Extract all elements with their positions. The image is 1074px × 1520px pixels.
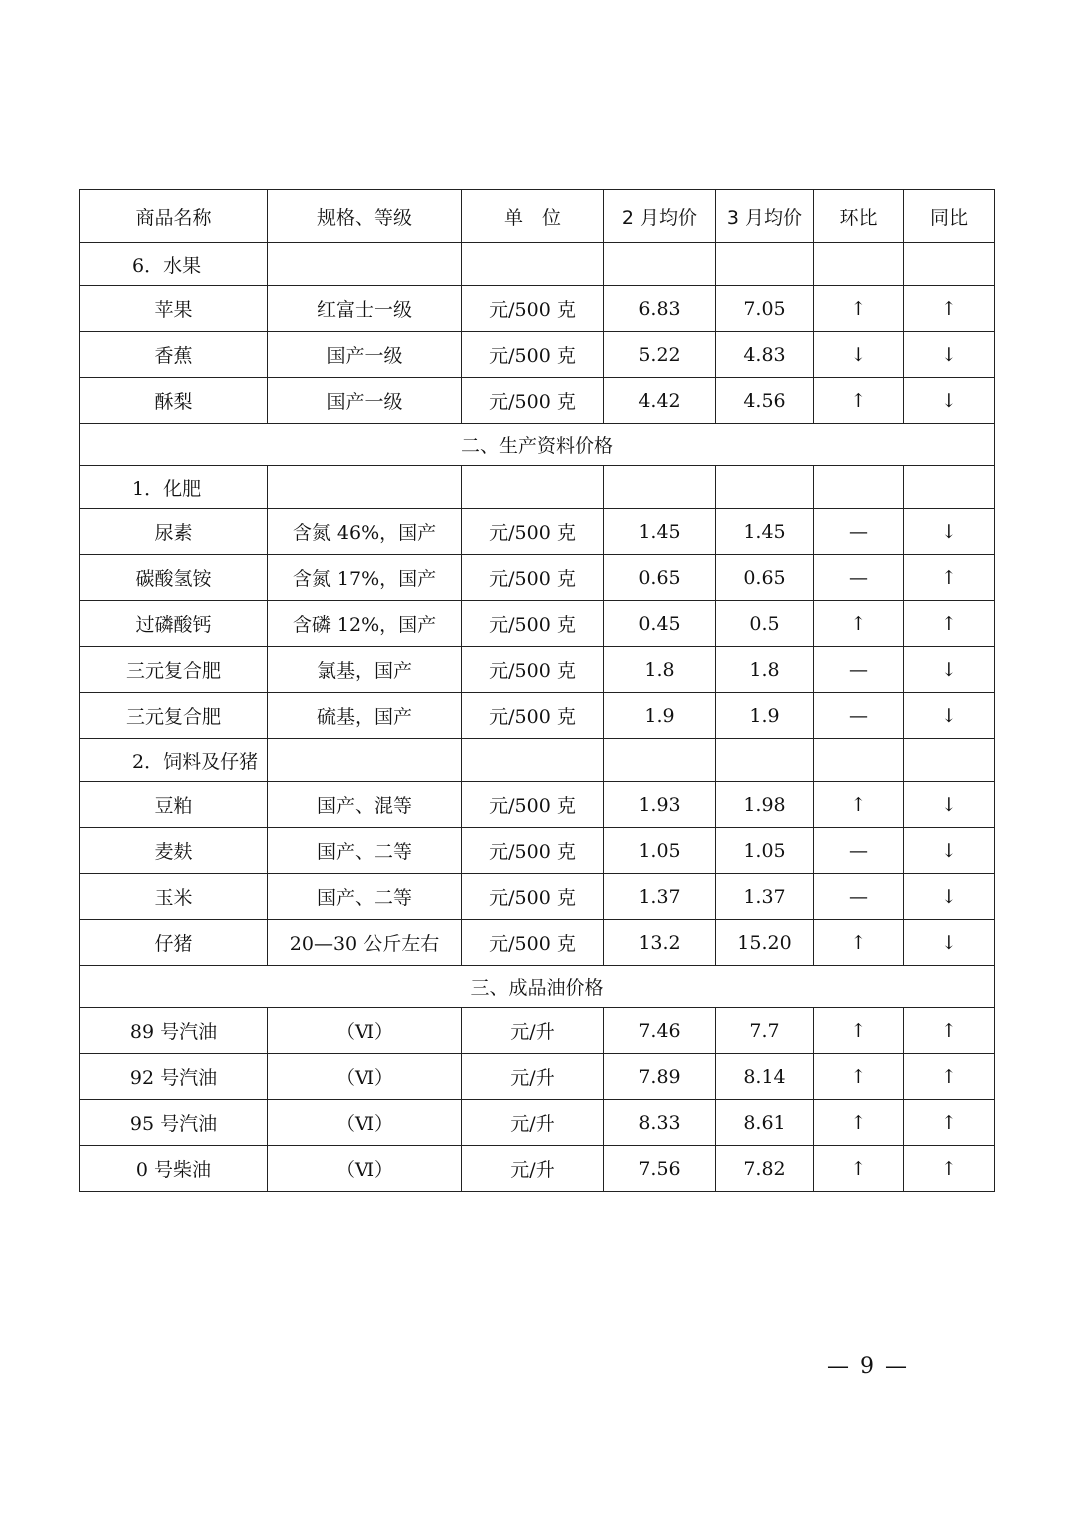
table-row	[80, 693, 995, 739]
unit-cell: 元/500 克	[462, 828, 604, 874]
empty-cell	[904, 466, 995, 509]
table-row	[80, 1054, 995, 1100]
item-name-cell: 95 号汽油	[80, 1100, 268, 1146]
spec-cell: 国产一级	[268, 378, 462, 424]
mom-change-cell: ↑	[814, 920, 904, 966]
item-name-cell: 92 号汽油	[80, 1054, 268, 1100]
table-row	[80, 920, 995, 966]
mar-price-cell: 1.37	[716, 874, 814, 920]
yoy-change-cell: ↑	[904, 555, 995, 601]
item-name-cell: 豆粕	[80, 782, 268, 828]
mom-change-cell: —	[814, 555, 904, 601]
item-name-cell: 89 号汽油	[80, 1008, 268, 1054]
spec-cell: 红富士一级	[268, 286, 462, 332]
mar-price-cell: 1.98	[716, 782, 814, 828]
mar-price-cell: 4.83	[716, 332, 814, 378]
spec-cell: 国产一级	[268, 332, 462, 378]
item-name-cell: 玉米	[80, 874, 268, 920]
spec-cell: 国产、混等	[268, 782, 462, 828]
feb-price-cell: 7.89	[604, 1054, 716, 1100]
mar-price-cell: 1.9	[716, 693, 814, 739]
mar-price-cell: 1.8	[716, 647, 814, 693]
mar-price-cell: 1.45	[716, 509, 814, 555]
yoy-change-cell: ↓	[904, 828, 995, 874]
feb-price-cell: 8.33	[604, 1100, 716, 1146]
empty-cell	[716, 466, 814, 509]
empty-cell	[462, 739, 604, 782]
yoy-change-cell: ↑	[904, 1100, 995, 1146]
header-cell-spec: 规格、等级	[268, 190, 462, 243]
spec-cell: （Ⅵ）	[268, 1146, 462, 1192]
table-row	[80, 1008, 995, 1054]
table-row	[80, 782, 995, 828]
mom-change-cell: ↑	[814, 1146, 904, 1192]
item-name-cell: 尿素	[80, 509, 268, 555]
unit-cell: 元/500 克	[462, 509, 604, 555]
unit-cell: 元/升	[462, 1146, 604, 1192]
header-cell-unit: 单 位	[462, 190, 604, 243]
item-name-cell: 0 号柴油	[80, 1146, 268, 1192]
empty-cell	[462, 466, 604, 509]
mom-change-cell: ↑	[814, 601, 904, 647]
unit-cell: 元/升	[462, 1008, 604, 1054]
spec-cell: 含磷 12%，国产	[268, 601, 462, 647]
yoy-change-cell: ↑	[904, 1054, 995, 1100]
header-cell-mom: 环比	[814, 190, 904, 243]
mom-change-cell: —	[814, 647, 904, 693]
item-name-cell: 三元复合肥	[80, 647, 268, 693]
page-number: — 9 —	[827, 1354, 909, 1379]
mom-change-cell: —	[814, 509, 904, 555]
empty-cell	[268, 739, 462, 782]
category-name: 2．饲料及仔猪	[80, 739, 268, 782]
feb-price-cell: 1.93	[604, 782, 716, 828]
empty-cell	[604, 739, 716, 782]
mar-price-cell: 4.56	[716, 378, 814, 424]
mom-change-cell: ↑	[814, 1100, 904, 1146]
empty-cell	[462, 243, 604, 286]
yoy-change-cell: ↓	[904, 509, 995, 555]
feb-price-cell: 5.22	[604, 332, 716, 378]
mom-change-cell: ↓	[814, 332, 904, 378]
category-row	[80, 739, 995, 782]
item-name-cell: 酥梨	[80, 378, 268, 424]
mar-price-cell: 7.7	[716, 1008, 814, 1054]
feb-price-cell: 6.83	[604, 286, 716, 332]
table-row	[80, 601, 995, 647]
mar-price-cell: 1.05	[716, 828, 814, 874]
category-name: 1．化肥	[80, 466, 268, 509]
section-title: 三、成品油价格	[80, 966, 995, 1008]
category-row	[80, 466, 995, 509]
yoy-change-cell: ↑	[904, 286, 995, 332]
feb-price-cell: 1.45	[604, 509, 716, 555]
empty-cell	[268, 466, 462, 509]
spec-cell: 氯基，国产	[268, 647, 462, 693]
spec-cell: （Ⅵ）	[268, 1054, 462, 1100]
header-cell-mar-price: 3 月均价	[716, 190, 814, 243]
table-row	[80, 647, 995, 693]
header-cell-feb-price: 2 月均价	[604, 190, 716, 243]
header-cell-yoy: 同比	[904, 190, 995, 243]
table-row	[80, 828, 995, 874]
table-row	[80, 286, 995, 332]
spec-cell: （Ⅵ）	[268, 1008, 462, 1054]
table-row	[80, 555, 995, 601]
unit-cell: 元/500 克	[462, 332, 604, 378]
section-title: 二、生产资料价格	[80, 424, 995, 466]
feb-price-cell: 1.9	[604, 693, 716, 739]
yoy-change-cell: ↓	[904, 782, 995, 828]
mom-change-cell: ↑	[814, 286, 904, 332]
feb-price-cell: 0.65	[604, 555, 716, 601]
feb-price-cell: 7.46	[604, 1008, 716, 1054]
unit-cell: 元/500 克	[462, 286, 604, 332]
mom-change-cell: —	[814, 693, 904, 739]
mar-price-cell: 8.61	[716, 1100, 814, 1146]
empty-cell	[814, 466, 904, 509]
table-row	[80, 509, 995, 555]
spec-cell: 20—30 公斤左右	[268, 920, 462, 966]
yoy-change-cell: ↑	[904, 601, 995, 647]
spec-cell: 国产、二等	[268, 874, 462, 920]
empty-cell	[904, 243, 995, 286]
table-header-row	[80, 190, 995, 243]
empty-cell	[604, 466, 716, 509]
mom-change-cell: ↑	[814, 1008, 904, 1054]
unit-cell: 元/500 克	[462, 647, 604, 693]
mar-price-cell: 0.5	[716, 601, 814, 647]
spec-cell: 硫基，国产	[268, 693, 462, 739]
item-name-cell: 碳酸氢铵	[80, 555, 268, 601]
section-row	[80, 966, 995, 1008]
empty-cell	[716, 739, 814, 782]
unit-cell: 元/500 克	[462, 693, 604, 739]
yoy-change-cell: ↓	[904, 332, 995, 378]
table-row	[80, 1100, 995, 1146]
item-name-cell: 麦麸	[80, 828, 268, 874]
empty-cell	[268, 243, 462, 286]
empty-cell	[604, 243, 716, 286]
empty-cell	[814, 739, 904, 782]
yoy-change-cell: ↓	[904, 693, 995, 739]
mom-change-cell: ↑	[814, 1054, 904, 1100]
table-row	[80, 1146, 995, 1192]
category-row	[80, 243, 995, 286]
empty-cell	[814, 243, 904, 286]
item-name-cell: 三元复合肥	[80, 693, 268, 739]
unit-cell: 元/升	[462, 1054, 604, 1100]
table-row	[80, 378, 995, 424]
table-row	[80, 332, 995, 378]
feb-price-cell: 7.56	[604, 1146, 716, 1192]
section-row	[80, 424, 995, 466]
yoy-change-cell: ↓	[904, 647, 995, 693]
spec-cell: 含氮 46%，国产	[268, 509, 462, 555]
unit-cell: 元/500 克	[462, 782, 604, 828]
yoy-change-cell: ↓	[904, 920, 995, 966]
feb-price-cell: 13.2	[604, 920, 716, 966]
feb-price-cell: 1.37	[604, 874, 716, 920]
feb-price-cell: 1.05	[604, 828, 716, 874]
mar-price-cell: 7.82	[716, 1146, 814, 1192]
category-name: 6．水果	[80, 243, 268, 286]
yoy-change-cell: ↓	[904, 874, 995, 920]
unit-cell: 元/500 克	[462, 920, 604, 966]
mar-price-cell: 0.65	[716, 555, 814, 601]
yoy-change-cell: ↓	[904, 378, 995, 424]
spec-cell: 国产、二等	[268, 828, 462, 874]
item-name-cell: 香蕉	[80, 332, 268, 378]
empty-cell	[904, 739, 995, 782]
header-cell-name: 商品名称	[80, 190, 268, 243]
spec-cell: （Ⅵ）	[268, 1100, 462, 1146]
mom-change-cell: ↑	[814, 378, 904, 424]
item-name-cell: 过磷酸钙	[80, 601, 268, 647]
item-name-cell: 仔猪	[80, 920, 268, 966]
table-row	[80, 874, 995, 920]
feb-price-cell: 4.42	[604, 378, 716, 424]
feb-price-cell: 0.45	[604, 601, 716, 647]
mar-price-cell: 15.20	[716, 920, 814, 966]
yoy-change-cell: ↑	[904, 1146, 995, 1192]
mar-price-cell: 8.14	[716, 1054, 814, 1100]
item-name-cell: 苹果	[80, 286, 268, 332]
unit-cell: 元/500 克	[462, 378, 604, 424]
mom-change-cell: —	[814, 874, 904, 920]
unit-cell: 元/500 克	[462, 874, 604, 920]
unit-cell: 元/500 克	[462, 601, 604, 647]
mom-change-cell: —	[814, 828, 904, 874]
feb-price-cell: 1.8	[604, 647, 716, 693]
unit-cell: 元/升	[462, 1100, 604, 1146]
spec-cell: 含氮 17%，国产	[268, 555, 462, 601]
mom-change-cell: ↑	[814, 782, 904, 828]
unit-cell: 元/500 克	[462, 555, 604, 601]
yoy-change-cell: ↑	[904, 1008, 995, 1054]
table-body	[80, 243, 995, 1192]
price-table	[79, 189, 995, 1192]
empty-cell	[716, 243, 814, 286]
mar-price-cell: 7.05	[716, 286, 814, 332]
